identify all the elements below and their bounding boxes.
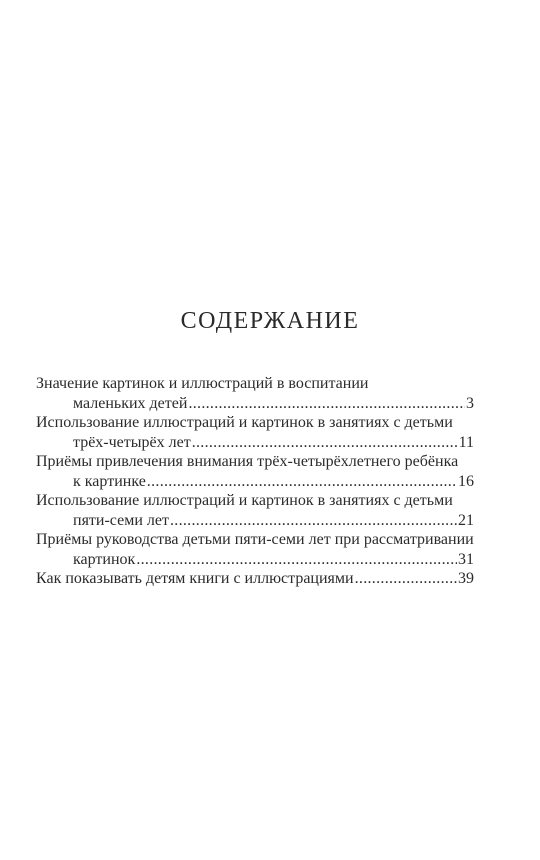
toc-entry xyxy=(36,530,474,569)
toc-entry-title-continuation: маленьких детей xyxy=(73,394,188,412)
toc-entry-last-line xyxy=(73,511,474,531)
toc-entry-last-line xyxy=(73,394,474,414)
toc-entry-title-continuation: картинок xyxy=(73,550,136,568)
toc-entry xyxy=(36,413,474,452)
dot-leader xyxy=(170,511,457,531)
toc-entry-last-line xyxy=(73,433,474,453)
toc-entry xyxy=(36,569,474,589)
dot-leader xyxy=(136,550,457,570)
toc-page-number: 3 xyxy=(466,394,474,412)
toc-entry-last-line xyxy=(73,550,474,570)
toc-entry xyxy=(36,491,474,530)
toc-page-number: 11 xyxy=(458,433,474,451)
toc-entry-title-line: Использование иллюстраций и картинок в занятиях с детьми xyxy=(36,492,453,509)
toc-entry-title-line: Использование иллюстраций и картинок в занятиях с детьми xyxy=(36,414,453,431)
toc-entry xyxy=(36,374,474,413)
toc-entry-title-continuation: к картинке xyxy=(73,472,146,490)
toc-entry-title-line: Приёмы привлечения внимания трёх-четырёхлетнего ребёнка xyxy=(36,453,459,470)
toc-entry-last-line xyxy=(36,569,474,589)
toc-entry-title-continuation: пяти-семи лет xyxy=(73,511,169,529)
dot-leader xyxy=(355,569,457,589)
toc-page-number: 31 xyxy=(458,550,474,568)
toc-entry-last-line xyxy=(73,472,474,492)
dot-leader xyxy=(147,472,457,492)
toc-entry-title-continuation: трёх-четырёх лет xyxy=(73,433,191,451)
dot-leader xyxy=(188,394,465,414)
toc-entry-title: Как показывать детям книги с иллюстрациями xyxy=(36,570,354,587)
toc-entry-title-line: Приёмы руководства детьми пяти-семи лет при рассматривании xyxy=(36,531,474,548)
page-title: СОДЕРЖАНИЕ xyxy=(180,308,360,334)
toc-page-number: 39 xyxy=(458,570,474,587)
toc-page-number: 16 xyxy=(458,472,474,490)
dot-leader xyxy=(192,433,458,453)
table-of-contents xyxy=(36,374,474,589)
toc-page-number: 21 xyxy=(458,511,474,529)
toc-entry-title-line: Значение картинок и иллюстраций в воспитании xyxy=(36,375,369,392)
toc-entry xyxy=(36,452,474,491)
